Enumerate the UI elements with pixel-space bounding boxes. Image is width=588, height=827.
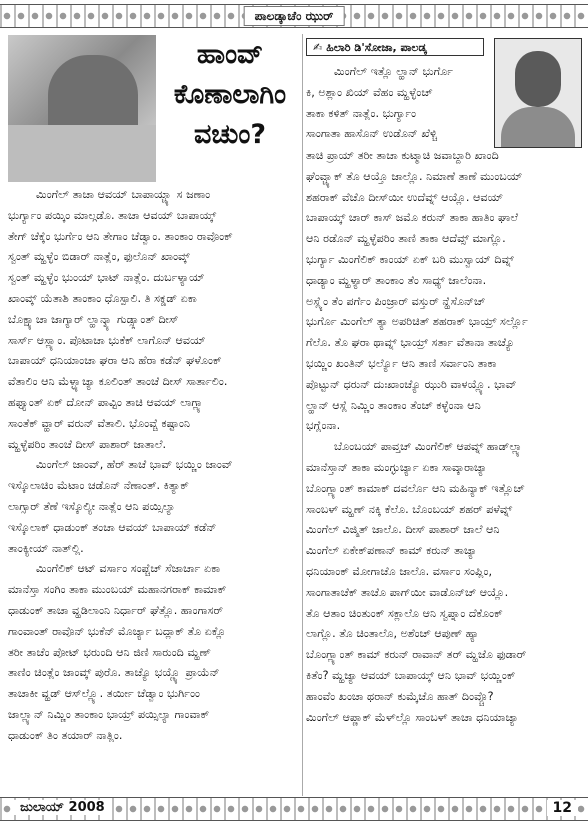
text-line: ಘೆಂವ್ಚ್ಯಾಕ್ ತೊ ಆಯ್ತೊ ಜಾಲ್ಲೊ. ನಿಮಾಣೆ ತಾಣೆ ಮುಂಬಯ್ [306,169,523,183]
text-line: ಭುರ್ಗೊ ಮಿಂಗೆಲ್ ತ್ಯಾ ಅಪರಿಚಿತ್ ಶಹರಾಕ್ ಭಾಯ್ರ್ ಸರ್ಲ್ಲೊ [306,315,528,329]
author-byline [306,38,484,56]
text-line: ಭಗ್ಲೆಂನಾ. [306,419,341,433]
article-column-right [306,146,582,728]
text-line: ಪೊಟ್ಟುನ್ ಧರುನ್ ದುಃಖಾಂಚ್ಯೊ ಝುರಿ ವಾಳಯ್ಲ್ಯೊ. ಭಾವ್ [306,377,517,391]
text-line: ಧನಿಯಾಂಕ್ ಮೋಗಾಚೊ ಜಾಲೊ. ವರ್ಸಾಂ ಸಂಪ್ಲಿಂ, [306,564,493,578]
text-line: ತಾಣಿಂ ಚಿಂತ್ಲೆಂ ಜಾಂವ್ಕ್ ಪುರೊ. ತಾಚ್ಯೊ ಭಯ್ಣ್ಯೊ ಪ್ರಾಯೆನ್ [8,666,220,680]
text-line: ಲ್ಹಾನ್ ಆಸ್ಲೆ ನಿಮ್ಣಿಂ ತಾಂಕಾಂ ತೆಂಚ್ ಕಳ್ಳೆಂನಾ ಆನಿ [306,398,481,412]
page-number: 12 [547,800,578,816]
text-line: ಗೆಲೊ. ತೊ ಘರಾ ಥಾವ್ನ್ ಭಾಯ್ರ್ ಸರ್ತಾ ವೆತಾನಾ ತಾಚ್ಯೊ [306,336,515,350]
text-line: ಹಾಂವೆಂ ಖಂಚಾ ಥರಾನ್ ಕುಮ್ಕೆಚೊ ಹಾತ್ ದಿಂವ್ಚೊ? [306,689,494,703]
text-line: ಧಾಡುಂಕ್ ತಾಚಾ ವ್ಹಡಿಲಾಂನಿ ನಿರ್ಧಾರ್ ಘೆತ್ಲೊ. ಹಾಂಗಾಸರ್ [8,603,224,617]
article-column-left [8,185,298,747]
text-line: ಬಾಪಾಯ್ಕ್ ಚಾರ್ ಕಾಸ್ ಜಮೊ ಕರುನ್ ತಾಕಾ ಹಾತಿಂ ಘಾಲೆ [306,211,519,225]
text-line: ಭಯ್ಣಿಂ ಖಂತಿನ್ ಭರ್ಲ್ಯೊ ಆನಿ ತಾಣಿ ಸರ್ವಾಂನಿ ತಾಕಾ [306,356,497,370]
text-line: ಮಿಂಗೆಲ್ ವಿಜ್ಮಿತ್ ಜಾಲೊ. ದೀಸ್ ಪಾಶಾರ್ ಜಾಲೆ ಆನಿ [306,523,500,537]
text-line: ತಾಕಾ ಕಳಿತ್ ನಾತ್ಲೆಂ. ಭುರ್ಗ್ಯಾಂ [306,106,417,120]
text-line: ಮಾನೆಸ್ತಾನ್ ತಾಕಾ ಮಂಗ್ಳುರ್ಚ್ಯಾ ಏಕಾ ಸಾವ್ಕಾರಾಚ್ಯಾ [306,460,488,474]
text-line: ಸಾರ್ಸ್ ಆಸ್ಲ್ಯಾಂ. ಪೊಟಾಚಾ ಭುಕೆಕ್ ಲಾಗೊನ್ ಆವಯ್ [8,333,206,347]
text-line: ಸಾಂತೆಕ್ ವ್ಹಾರ್ ವರುನ್ ವೆತಾಲಿ. ಭೊಂವ್ಚೆ ಕಷ್ಟಾಂನಿ [8,416,191,430]
text-line: ಸಾಂಬಳ್ ಮ್ಹಣ್ ನಕ್ಕಿ ಕೆಲೊ. ಬೊಂಬಯ್ ಶಹರ್ ಪಳೆವ್ನ್ [306,502,513,516]
text-line: ಮಿಂಗೆಲ್ ಇತ್ಲೊ ಲ್ಹಾನ್ ಭುರ್ಗೊ [334,65,454,78]
text-line: ಮಿಂಗೆಲ್ ಆಪ್ಣಾಕ್ ಮೆಳ್‌ಲ್ಲೊ ಸಾಂಬಳ್ ತಾಚಾ ಧನಿಯಾಚ್ಯಾ [306,710,519,724]
title-line: ವಚುಂ? [194,119,266,150]
text-line: ಮಿಂಗೆಲ್ ಏಕೇಕ್‌ಪಣಾನ್ ಕಾಮ್ ಕರುನ್ ತಾಚ್ಯಾ [306,544,478,558]
text-line: ಅಸ್ಲ್ಯೆಂ ತೆಂ ಪರ್ಗೆಂ ಪಿಂಜ್ರಾರ್ ವಸ್ತುರ್ ನ್ಹೆಸೊನ್‌ಚ್ [306,294,486,308]
text-line: ಧಾಡ್ಯಾಂ ಮ್ಹಳ್ಯಾರ್ ತಾಂಕಾಂ ತೆಂ ಸಾಧ್ಯ್ ಜಾಲೆಂನಾ. [306,273,487,287]
text-line: ಜಾಲ್ಲ್ಯಾನ್ ನಿಮ್ಣಿಂ ತಾಂಕಾಂ ಭಾಯ್ರ್ ಪಯ್ಸಿಲ್ಯಾ ಗಾಂವಾಕ್ [8,707,210,721]
issue-date: ಜುಲಾಯ್ 2008 [14,800,111,815]
text-line: ವೆತಾಲಿಂ ಆನಿ ಮೆಳ್ಳ್ಯಾಚ್ಯಾ ಕೂಲಿಂತ್ ತಾಂಚೆ ದೀಸ್ ಸಾರ್ತಾಲಿಂ. [8,375,228,389]
text-line: ಆನಿ ರಡೊನ್ ಮ್ಹಳ್ಳೆಪರಿಂ ತಾಣಿ ತಾಕಾ ಆದೆವ್ಸ್ ಮಾಗ್ಲೊ. [306,232,506,246]
text-line: ಮಾನೆಸ್ತಾ ಸಂಗಿಂ ತಾಕಾ ಮುಂಬಯ್ ಮಹಾನಗರಾಕ್ ಕಾಮಾಕ್ [8,583,227,597]
author-photo [494,38,582,148]
text-line: ಸಾಂಗಾತಾ ಹಾಸೊನ್ ಉಡೊನ್ ಖೆಳ್ಚಿ [306,127,438,141]
text-line: ತಾಂಕ್ಯೀಯ್ ನಾತ್‌ಲ್ಲಿ. [8,541,84,555]
text-line: ಮ್ಹಳ್ಳೆಪರಿಂ ತಾಂಚೆ ದೀಸ್ ಪಾಶಾರ್ ಜಾತಾಲೆ. [8,437,167,451]
text-line: ಬೊಂಗ್ಲ್ಯಾಂತ್ ಕಾಮ್ ಕರುನ್ ರಾವಾನ್ ತರ್ ಮ್ಹಜೊ ಫುಡಾರ್ [306,648,527,662]
text-line: ಬೊಂಗ್ಲ್ಯಾಂತ್ ಕಾಮಾಕ್ ದವರ್ಲೊ ಆನಿ ಮಹಿನ್ಯಾಕ್ ಇತ್ಲೊಚ್ [306,481,525,495]
text-line: ಬೊಕ್ಷ್ಯಾಚಾ ಜಾಗ್ಯಾರ್ ಲ್ಹಾನ್ಶ್ಯಾ ಗುಡ್ಸ್ಲಾಂತ್ ದೀಸ್ [8,312,179,326]
text-line: ಲಾಗ್ಲೊ. ತೊ ಚಿಂತಾಲೊ, ಅಶೆಂಚ್ ಆಪುಣ್ ಹ್ಯಾ [306,627,479,641]
text-line: ಖಾಂವ್ಕ್ ಯೆತಾಶಿ ತಾಂಕಾಂ ಧೊಸ್ಪಾಲಿ. ತಿ ಸಕ್ಡಡ್ ಏಕಾ [8,291,197,305]
text-line: ತರೀ ತಾಚೆಂ ಪೋಟ್ ಭರುಂದಿ ಆನಿ ಜಿಣಿ ಸಾರುಂದಿ ಮ್ಹಣ್ [8,645,211,659]
text-line: ಸ್ವಂತ್ ಮ್ಹಳ್ಳೆಂ ಬಿಡಾರ್ ನಾತ್ಲೆಂ, ಫುಲೊನ್ ಖಾಂವ್ಕ್ [8,250,190,264]
text-line: ಸ್ವಂತ್ ಮ್ಹಳ್ಳೆಂ ಭುಂಯ್ ಭಾಟ್ ನಾತ್ಲೆಂ. ದುರ್ಬಳ್ಯಾಯ್ [8,271,205,285]
article-title [156,35,304,182]
text-line: ಕಿತೆಂ? ಮ್ಹಜ್ಯಾ ಆವಯ್ ಬಾಪಾಯ್ಕ್ ಆನಿ ಭಾವ್ ಭಯ್ಣಿಂಕ್ [306,668,516,682]
text-line: ಬೊಂಬಯ್ ಪಾವ್ತಚ್ ಮಿಂಗೆಲಿಕ್ ಆಪವ್ನ್ ಹಾಡ್‌ಲ್ಲ್ಯಾ [334,440,524,454]
text-line: ತಾಚಾಕೀ ವ್ಹಡ್ ಆಸ್‌ಲ್ಲ್ಯೊ. ತರ್ಯೀ ಚೆಡ್ವಾಂ ಭುರ್ಗಿಂಂ [8,687,201,701]
text-line: ಬಾಪಾಯ್ ಧನಿಯಾಂಚಾ ಘರಾ ಆನಿ ಹೆರಾ ಕಡೆನ್ ಘಳೊಂಕ್ [8,354,222,368]
article-photo-left [8,35,156,182]
author-photo-body [501,107,575,147]
pen-icon: ✍ [313,41,323,54]
text-line: ಶಹರಾಕ್ ವೆಚೊ ದೀಸ್‌ಯೀ ಉದೆವ್ನ್ ಆಯ್ಲೊ. ಆವಯ್ [306,190,504,204]
text-line: ಭುರ್ಗ್ಯಾ ಮಿಂಗೆಲಿಕ್ ಕಾಂಯ್ ಏಕ್ ಬರಿ ಮುಸ್ವಾಯ್ ದಿವ್ನ್ [306,252,514,266]
magazine-section-title: ಪಾಲಡ್ಕಾಚೆಂ ಝುರ್ [244,6,345,26]
author-photo-head [515,51,561,107]
text-line: ಭುರ್ಗ್ಯಾಂ ಪಯ್ಕಿಂ ಮಾಲ್ಗಡೊ. ತಾಚಾ ಆವಯ್ ಬಾಪಾಯ್ಕ್ [8,208,217,222]
photo-foreground [8,125,156,182]
text-line: ಧಾಡುಂಕ್ ತಿಂ ತಯಾರ್ ನಾತ್ಲಿಂ. [8,728,123,742]
text-line: ಹಫ್ತ್ಯಾಂತ್ ಏಕ್ ದೋನ್ ಪಾವ್ಟಿಂ ತಾಚಿ ಆವಯ್ ಲಾಗ್ಲ್ಯಾ [8,395,205,409]
text-line: ಕಿ, ಅಶ್ಲಾಂ ಖಿಯ್ ವೆಹಂ ಮ್ಹಳ್ಳೆಂಚ್ [306,85,433,99]
text-line: ಇಸ್ಕೊಲಾಕ್ ಧಾಡುಂಕ್ ತಂಚಾ ಆವಯ್ ಬಾಪಾಯ್ ಕಡೆನ್ [8,520,217,534]
header-band [0,4,588,28]
title-line: ಹಾಂವ್ [196,39,264,70]
text-line: ತಾಚಿ ಪ್ರಾಯ್ ತರೀ ತಾಚಾ ಕುಟ್ಮಾಚಿ ಜವಾಬ್ದಾರಿ ಖಾಂದಿ [306,149,499,162]
text-line: ತೇಗ್ ಚೆಕ್ಕೆಂ ಭುರ್ಗೆಂ ಆನಿ ತೇಗಾಂ ಚೆಡ್ವಾಂ. ತಾಂಕಾಂ ರಾವೊಂಕ್ [8,229,233,243]
text-line: ಲಾಗ್ಸಾರ್ ತೆಣೆ ಇಸ್ಕೊಲ್ಯೀ ನಾತ್ಲೆಂ ಆನಿ ಪಯ್ಸಿಲ್ಯಾ [8,499,176,513]
text-line: ಸಾಂಗಾತಾಚೆಕ್ ತಾಚೊ ಪಾಗ್‌ಯೀ ವಾಡೊನ್‌ಚ್ ಆಯ್ಲೊ. [306,585,509,599]
text-line: ಇಸ್ಕೊಲಾಚಿಂ ಮೆಟಾಂ ಚಡೊನ್ ನೆಣಾಂತ್. ಕಿತ್ಯಾಕ್ [8,479,189,493]
author-name: ಹಿಲಾರಿ ಡಿ'ಸೋಜಾ, ಪಾಲಡ್ಕ [326,41,427,54]
text-line: ಗಾಂವಾಂತ್ ರಾವೊನ್ ಭುಕೆನ್ ಮೊರ್ಚ್ಯಾ ಬದ್ಲಾಕ್ ತೊ ಏಕ್ಲೊ [8,624,226,638]
article-column-right-top [306,62,490,145]
text-line: ಮಿಂಗೆಲ್ ತಾಚಾ ಆವಯ್ ಬಾಪಾಯ್ಚ್ಯಾ ಸ ಜಣಾಂ [36,188,211,201]
text-line: ಮಿಂಗೆಲ್ ಜಾಂವ್, ಹೆರ್ ತಾಚೆ ಭಾವ್ ಭಯ್ಣಿಂ ಜಾಂವ್ [36,458,233,472]
text-line: ಮಿಂಗೆಲಿಕ್ ಆಟ್ ವರ್ಸಾಂ ಸಂಪ್ಚೆಚ್ ಸೆಜಾರ್ಚಾ ಏಕಾ [36,562,221,576]
title-line: ಕೊಣಾಲಾಗಿಂ [173,79,287,110]
text-line: ತೊ ಆತಾಂ ಚಿಂತುಂಕ್ ಸಕ್ಲಾಲೊ ಆನಿ ಸ್ವಪ್ನಾಂ ದೆಕೊಂಕ್ [306,606,503,620]
